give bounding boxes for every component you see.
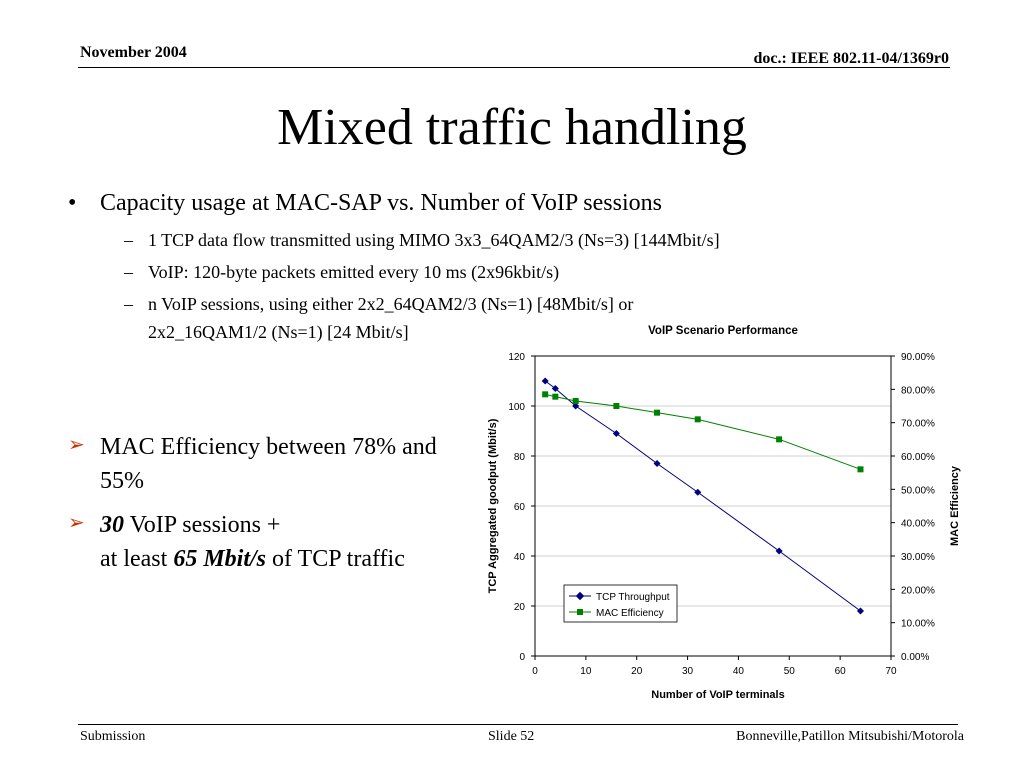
legend-label: TCP Throughput <box>596 592 670 603</box>
data-point-diamond <box>654 460 661 467</box>
y2-tick-label: 20.00% <box>901 585 935 597</box>
y2-tick-label: 40.00% <box>901 518 935 530</box>
y2-tick-label: 50.00% <box>901 485 935 497</box>
y2-tick-label: 90.00% <box>901 352 935 363</box>
data-point-square <box>776 436 782 442</box>
data-point-square <box>857 466 863 472</box>
sub-bullet-dash: – <box>124 262 133 282</box>
y-axis-label: TCP Aggregated goodput (Mbit/s) <box>487 418 499 594</box>
chart-series <box>542 377 864 614</box>
header-divider <box>78 67 950 68</box>
sub-bullet-1: 1 TCP data flow transmitted using MIMO 3x3_64QAM2/3 (Ns=3) [144Mbit/s] <box>148 230 720 250</box>
x-tick-label: 30 <box>682 666 694 677</box>
arrow-bullet-icon: ➢ <box>68 434 85 456</box>
chart-legend <box>564 585 677 622</box>
y2-tick-label: 30.00% <box>901 552 935 563</box>
data-point-diamond <box>857 607 864 614</box>
y-tick-label: 0 <box>519 652 525 663</box>
slide-title: Mixed traffic handling <box>277 99 747 156</box>
x-tick-label: 50 <box>783 666 795 677</box>
y2-axis-label: MAC Efficiency <box>949 465 961 547</box>
y-tick-label: 120 <box>508 352 525 363</box>
footer-slide-number: Slide 52 <box>488 729 535 744</box>
highlight-sessions <box>100 508 480 576</box>
sub-bullet-2: VoIP: 120-byte packets emitted every 10 ms (2x96kbit/s) <box>148 262 560 282</box>
sub-bullet-dash: – <box>124 294 133 314</box>
legend-marker-square-icon <box>577 609 583 615</box>
data-point-square <box>695 416 701 422</box>
bullet-dot: • <box>68 190 77 216</box>
x-tick-label: 20 <box>631 666 643 677</box>
x-axis-label: Number of VoIP terminals <box>651 689 785 701</box>
data-point-square <box>654 410 660 416</box>
sub-bullet-3-cont: 2x2_16QAM1/2 (Ns=1) [24 Mbit/s] <box>148 322 409 342</box>
y-tick-label: 100 <box>508 402 525 413</box>
y2-tick-label: 70.00% <box>901 418 935 430</box>
highlight-efficiency: MAC Efficiency between 78% and 55% <box>100 434 437 494</box>
x-tick-label: 0 <box>532 666 538 677</box>
footer-divider <box>78 724 958 725</box>
tcp-text-prefix: at least <box>100 546 174 572</box>
y2-tick-label: 60.00% <box>901 452 935 463</box>
x-tick-label: 60 <box>834 666 846 677</box>
sub-bullet-dash: – <box>124 230 133 250</box>
sessions-count: 30 <box>100 512 124 538</box>
series-line <box>545 381 860 611</box>
data-point-diamond <box>542 377 549 384</box>
data-point-diamond <box>776 547 783 554</box>
y2-tick-label: 10.00% <box>901 618 935 630</box>
x-tick-label: 40 <box>732 666 744 677</box>
data-point-square <box>613 403 619 409</box>
footer-left: Submission <box>80 729 146 744</box>
legend-label: MAC Efficiency <box>596 608 664 619</box>
voip-performance-chart <box>470 318 970 708</box>
data-point-diamond <box>613 430 620 437</box>
footer-authors: Bonneville,Patillon Mitsubishi/Motorola <box>736 729 964 744</box>
chart-title: VoIP Scenario Performance <box>648 325 798 337</box>
chart-grid <box>535 406 891 606</box>
y-tick-label: 40 <box>513 552 525 563</box>
x-tick-label: 10 <box>580 666 592 677</box>
arrow-bullet-icon: ➢ <box>68 512 85 534</box>
tcp-text-suffix: of TCP traffic <box>266 546 405 572</box>
y-tick-label: 60 <box>513 502 525 513</box>
tcp-rate: 65 Mbit/s <box>173 546 266 572</box>
data-point-square <box>573 398 579 404</box>
header-doc-id: doc.: IEEE 802.11-04/1369r0 <box>753 50 949 67</box>
data-point-square <box>542 391 548 397</box>
data-point-square <box>552 394 558 400</box>
y2-tick-label: 80.00% <box>901 385 935 397</box>
x-tick-label: 70 <box>885 666 897 677</box>
y2-tick-label: 0.00% <box>901 652 930 663</box>
sessions-text: VoIP sessions + <box>124 512 281 538</box>
bullet-main-text: Capacity usage at MAC-SAP vs. Number of VoIP sessions <box>100 190 662 216</box>
data-point-diamond <box>694 489 701 496</box>
series-line <box>545 394 860 469</box>
header-date: November 2004 <box>80 44 187 61</box>
y-tick-label: 20 <box>513 602 525 613</box>
sub-bullet-3: n VoIP sessions, using either 2x2_64QAM2/3 (Ns=1) [48Mbit/s] or <box>148 294 634 314</box>
y-tick-label: 80 <box>513 452 525 463</box>
